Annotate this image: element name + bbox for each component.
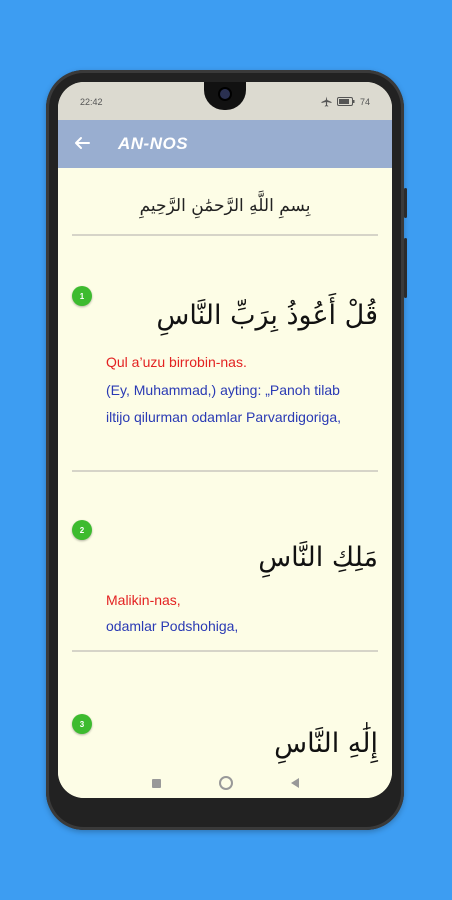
back-button[interactable] [70,131,94,155]
verse-arabic-text: قُلْ أَعُوذُ بِرَبِّ النَّاسِ [156,300,378,331]
verse-transliteration: Qul a’uzu birrobin-nas. [106,354,247,370]
verse-number-badge: 3 [72,714,92,734]
verse-number-badge: 1 [72,286,92,306]
verse-transliteration: Malikin-nas, [106,592,181,608]
divider [72,650,378,652]
phone-frame [46,70,404,830]
divider [72,234,378,236]
verse-translation: odamlar Podshohiga, [106,618,239,634]
page-title: AN-NOS [118,134,189,153]
screen [58,82,392,798]
bismillah-text: بِسمِ اللَّهِ الرَّحمَٰنِ الرَّحِيمِ [139,196,311,216]
verse-list[interactable] [58,168,392,768]
circle-icon[interactable] [219,776,233,790]
side-button [404,188,407,218]
triangle-back-icon[interactable] [291,778,299,788]
battery-icon [337,97,355,106]
verse-arabic-text: مَلِكِ النَّاسِ [258,542,378,573]
verse-arabic-text: إِلَٰهِ النَّاسِ [274,728,378,759]
navigation-bar [58,768,392,798]
camera-icon [220,89,230,99]
airplane-icon [321,96,332,107]
status-icons [321,96,370,107]
square-icon[interactable] [152,779,161,788]
app-bar [58,120,392,168]
arrow-left-icon [74,135,90,151]
verse-number-badge: 2 [72,520,92,540]
battery-level: 74 [359,96,370,107]
side-button [404,238,407,298]
divider [72,470,378,472]
status-time: 22:42 [80,97,103,107]
verse-translation: (Ey, Muhammad,) ayting: „Panoh tilab iltijo qilurman odamlar Parvardigoriga, [106,382,341,425]
